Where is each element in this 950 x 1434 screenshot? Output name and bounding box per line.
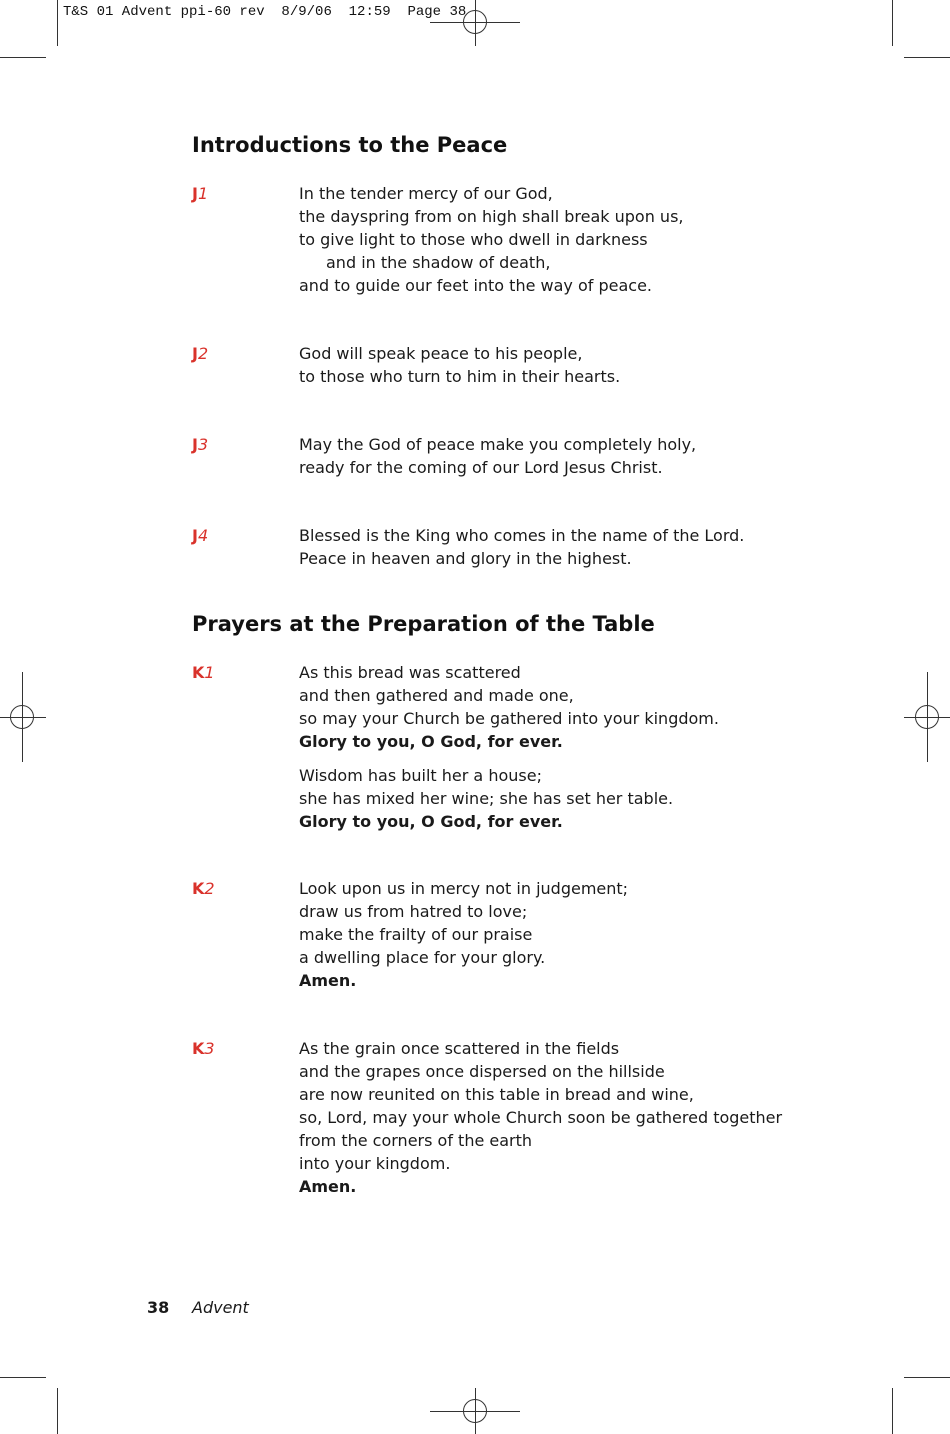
text-line: are now reunited on this table in bread and wine, [299, 1085, 694, 1104]
section-heading-table: Prayers at the Preparation of the Table [192, 612, 655, 636]
entry-text [299, 433, 819, 479]
entry-label: J1 [192, 184, 209, 203]
entry-label: K2 [192, 879, 215, 898]
text-line: Peace in heaven and glory in the highest. [299, 549, 632, 568]
response-line: Glory to you, O God, for ever. [299, 812, 563, 831]
section-heading-peace: Introductions to the Peace [192, 133, 508, 157]
entry-label: K3 [192, 1039, 215, 1058]
text-line: and in the shadow of death, [326, 253, 551, 272]
response-line: Glory to you, O God, for ever. [299, 732, 563, 751]
text-line: Blessed is the King who comes in the name of the Lord. [299, 526, 745, 545]
entry-text [299, 877, 819, 992]
text-line: to give light to those who dwell in darkness [299, 230, 648, 249]
entry-text [299, 342, 819, 388]
text-line: so, Lord, may your whole Church soon be gathered together [299, 1108, 783, 1127]
text-line: In the tender mercy of our God, [299, 184, 553, 203]
text-line: the dayspring from on high shall break upon us, [299, 207, 684, 226]
text-line: from the corners of the earth [299, 1131, 533, 1150]
text-line: May the God of peace make you completely holy, [299, 435, 697, 454]
text-line: and then gathered and made one, [299, 686, 574, 705]
entry-text [299, 182, 819, 297]
entry-text [299, 661, 819, 833]
entry-label: J3 [192, 435, 209, 454]
text-line: a dwelling place for your glory. [299, 948, 546, 967]
text-line: make the frailty of our praise [299, 925, 533, 944]
entry-label: K1 [192, 663, 215, 682]
text-line: she has mixed her wine; she has set her table. [299, 789, 674, 808]
text-line: ready for the coming of our Lord Jesus Christ. [299, 458, 663, 477]
text-line: so may your Church be gathered into your kingdom. [299, 709, 719, 728]
entry-text [299, 524, 819, 570]
stanza-gap [299, 753, 819, 764]
entry-label: J4 [192, 526, 209, 545]
text-line: into your kingdom. [299, 1154, 451, 1173]
text-line: God will speak peace to his people, [299, 344, 583, 363]
page-number: 38 [147, 1298, 170, 1317]
response-line: Amen. [299, 971, 357, 990]
running-footer-section: Advent [192, 1298, 249, 1317]
text-line: and the grapes once dispersed on the hillside [299, 1062, 665, 1081]
text-line: draw us from hatred to love; [299, 902, 528, 921]
entry-text [299, 1037, 819, 1198]
text-line: and to guide our feet into the way of peace. [299, 276, 652, 295]
entry-label: J2 [192, 344, 209, 363]
text-line: As this bread was scattered [299, 663, 521, 682]
response-line: Amen. [299, 1177, 357, 1196]
text-line: Look upon us in mercy not in judgement; [299, 879, 629, 898]
text-line: As the grain once scattered in the fields [299, 1039, 620, 1058]
text-line: Wisdom has built her a house; [299, 766, 542, 785]
text-line: to those who turn to him in their hearts. [299, 367, 621, 386]
print-slug: T&S 01 Advent ppi-60 rev 8/9/06 12:59 Page 38 [63, 4, 467, 20]
